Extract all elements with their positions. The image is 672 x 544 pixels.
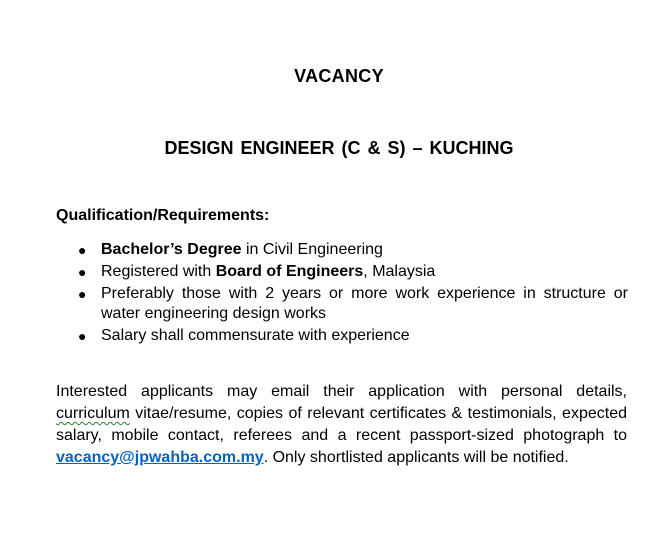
spellcheck-flagged-word: curriculum (56, 405, 130, 422)
bullet-icon: ● (78, 286, 87, 302)
registration-requirement-prefix: Registered with (101, 263, 216, 280)
email-link[interactable]: vacancy@jpwahba.com.my (56, 449, 264, 466)
bullet-icon: ● (78, 328, 87, 344)
salary-requirement-text: Salary shall commensurate with experience (101, 327, 410, 344)
closing-text-part2: vitae/resume, copies of relevant certificates & testimonials, expected salary, mobile contact, referees and a recent passport-sized photograph to (56, 405, 627, 444)
list-item (56, 262, 628, 282)
registration-requirement-text: , Malaysia (363, 263, 436, 280)
requirements-heading: Qualification/Requirements: (56, 207, 270, 224)
registration-requirement-bold: Board of Engineers (215, 263, 364, 280)
position-title: DESIGN ENGINEER (C & S) – KUCHING (164, 138, 514, 158)
experience-requirement-text: Preferably those with 2 years or more work experience in structure or water engineering design works (101, 285, 628, 322)
list-item (56, 326, 628, 346)
bullet-icon: ● (78, 264, 87, 280)
list-item (56, 284, 628, 324)
requirements-list (56, 240, 628, 348)
vacancy-title: VACANCY (294, 66, 384, 86)
closing-text-part1: Interested applicants may email their application with personal details, (56, 383, 627, 400)
closing-text-part3: . Only shortlisted applicants will be notified. (263, 449, 569, 466)
bullet-icon: ● (78, 242, 87, 258)
application-instructions (56, 381, 627, 469)
list-item (56, 240, 628, 260)
degree-requirement-bold: Bachelor’s Degree (101, 241, 242, 258)
degree-requirement-text: in Civil Engineering (241, 241, 383, 258)
